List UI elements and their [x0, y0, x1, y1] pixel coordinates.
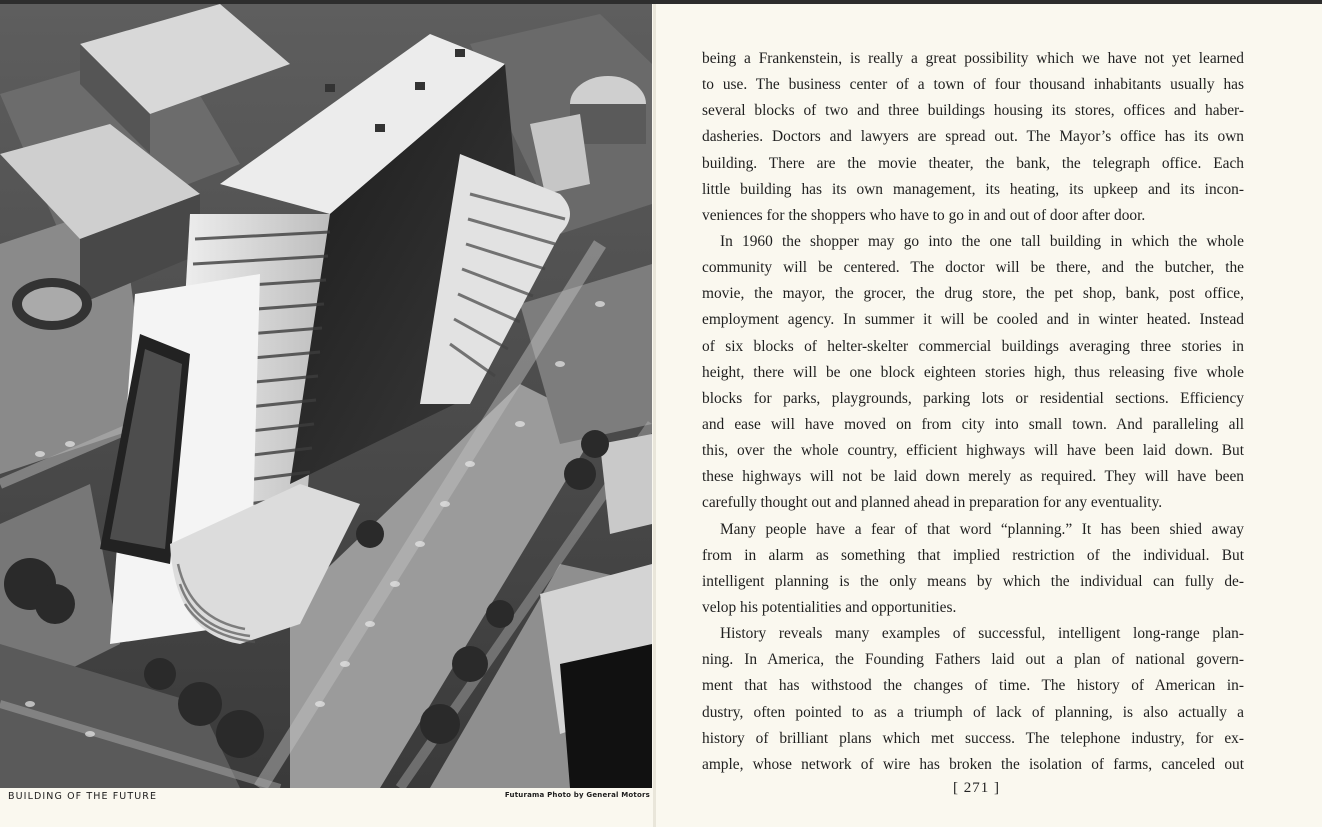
text-line: employment agency. In summer it will be cooled and in winter heated. Instead — [702, 311, 1244, 329]
text-line: blocks for parks, playgrounds, parking lots or residential sections. Efficiency — [702, 389, 1244, 407]
text-line: In 1960 the shopper may go into the one tall building in which the whole — [720, 232, 1244, 250]
futurama-photograph — [0, 4, 652, 788]
text-line: building. There are the movie theater, the bank, the telegraph office. Each — [702, 154, 1244, 172]
text-line: to use. The business center of a town of four thousand inhabitants usually has — [702, 76, 1244, 94]
text-line: intelligent planning is the only means by which the individual can fully de- — [702, 572, 1244, 590]
text-line: these highways will not be laid down merely as required. They will have been — [702, 468, 1244, 486]
text-line: carefully thought out and planned ahead in preparation for any eventuality. — [702, 494, 1163, 512]
text-line: Many people have a fear of that word “planning.” It has been shied away — [720, 520, 1244, 538]
text-line: of six blocks of helter-skelter commercial buildings averaging three stories in — [702, 337, 1244, 355]
text-line: from in alarm as something that implied restriction of the individual. But — [702, 546, 1244, 564]
text-line: dasheries. Doctors and lawyers are spread out. The Mayor’s office has its own — [702, 128, 1244, 146]
text-line: little building has its own management, its heating, its upkeep and its incon- — [702, 180, 1244, 198]
photo-credit: Futurama Photo by General Motors — [504, 791, 650, 799]
text-line: movie, the mayor, the grocer, the drug store, the pet shop, bank, post office, — [702, 285, 1244, 303]
text-line: ment that has withstood the changes of time. The history of American in- — [702, 677, 1244, 695]
text-line: several blocks of two and three buildings housing its stores, offices and haber- — [702, 102, 1244, 120]
text-line: History reveals many examples of successful, intelligent long-range plan- — [720, 625, 1244, 643]
text-line: this, over the whole country, efficient highways will have been laid down. But — [702, 442, 1244, 460]
body-text — [702, 46, 1244, 778]
text-line: history of brilliant plans which met success. The telephone industry, for ex- — [702, 729, 1244, 747]
photo-caption: BUILDING OF THE FUTURE — [8, 791, 158, 802]
page-number: [ 271 ] — [953, 780, 1000, 796]
page-gutter — [653, 4, 656, 827]
text-line: ning. In America, the Founding Fathers laid out a plan of national govern- — [702, 651, 1244, 669]
text-line: veniences for the shoppers who have to go in and out of door after door. — [702, 206, 1146, 224]
text-line: being a Frankenstein, is really a great possibility which we have not yet learned — [702, 50, 1244, 67]
text-line: velop his potentialities and opportunities. — [702, 598, 957, 616]
text-line: ample, whose network of wire has broken the isolation of farms, canceled out — [702, 755, 1244, 773]
text-line: height, there will be one block eighteen stories high, thus releasing five whole — [702, 363, 1244, 381]
text-line: dustry, often pointed to as a triumph of lack of planning, is also actually a — [702, 703, 1244, 721]
text-line: community will be centered. The doctor will be there, and the butcher, the — [702, 259, 1244, 277]
text-line: and ease will have moved on from city into small town. And paralleling all — [702, 415, 1244, 433]
